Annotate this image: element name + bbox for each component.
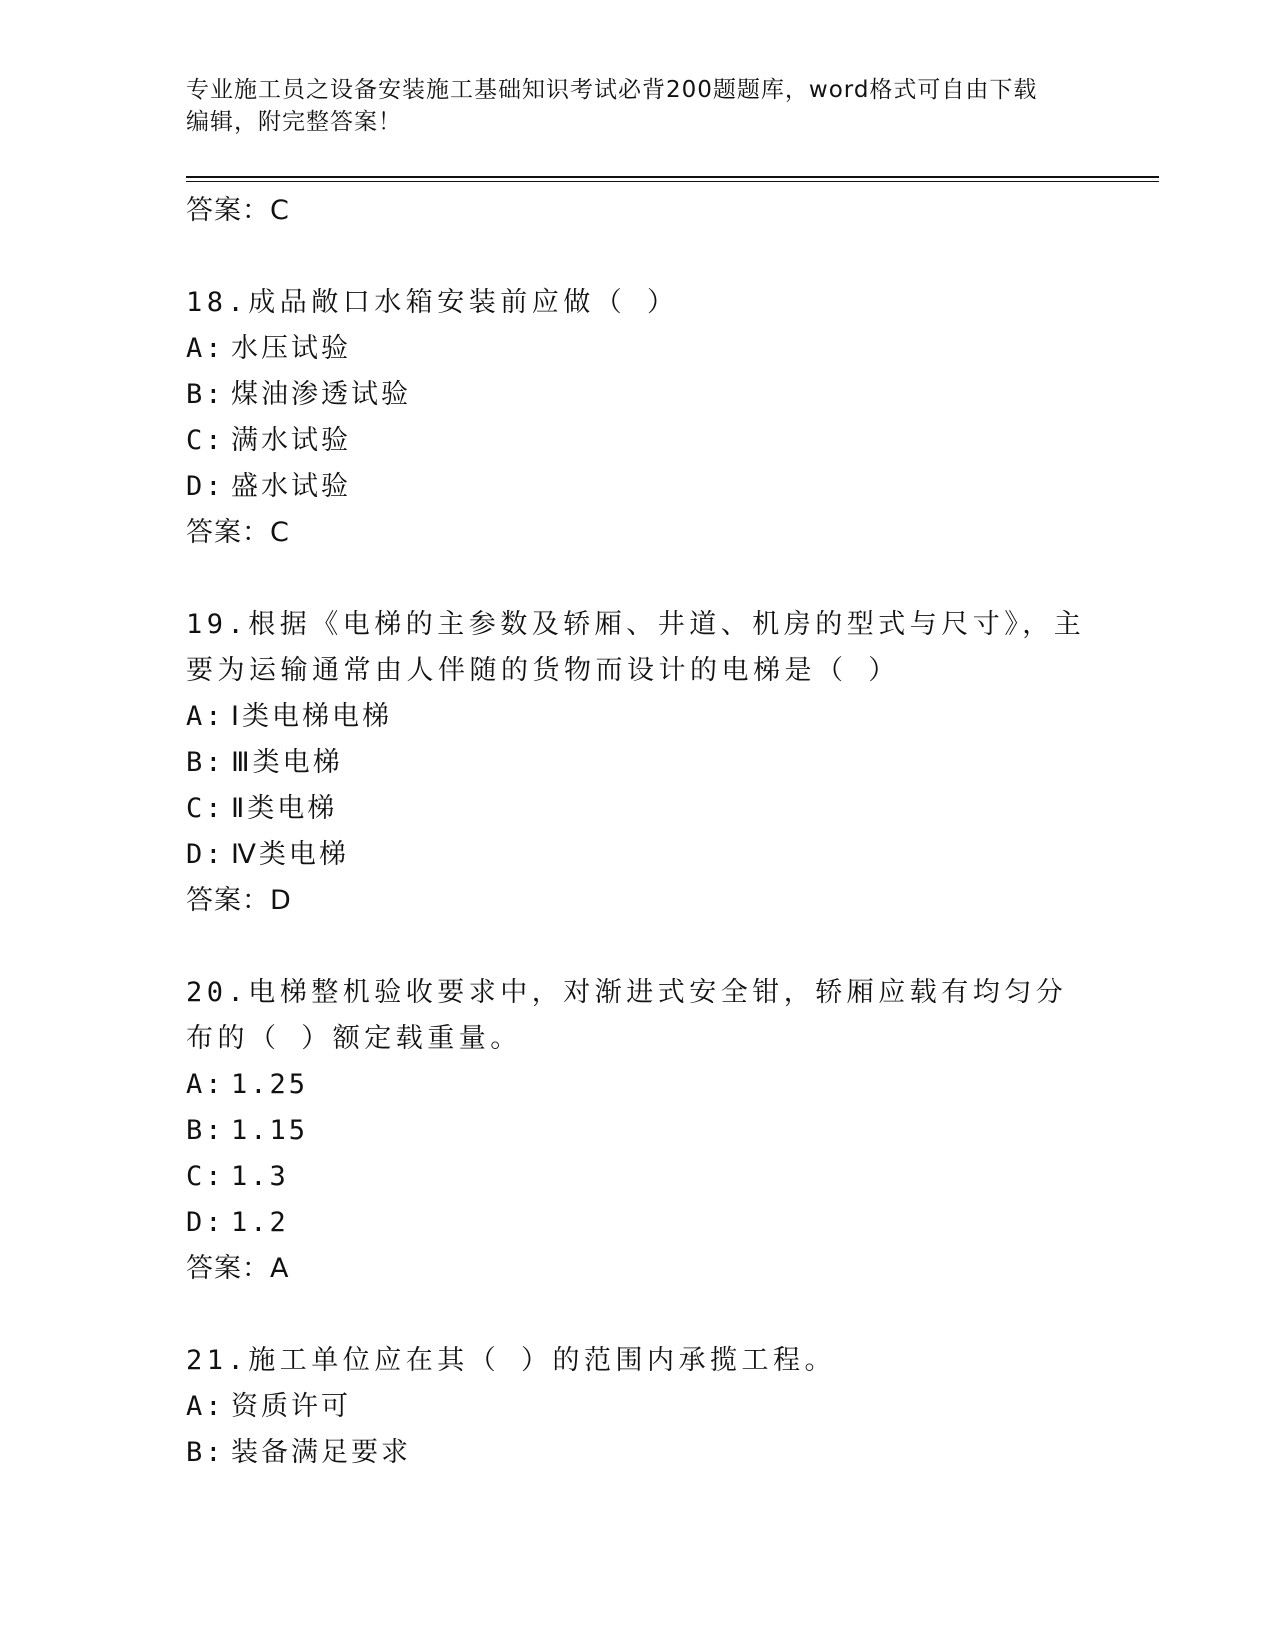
option-letter: A: bbox=[186, 333, 225, 364]
previous-answer: 答案：C bbox=[186, 195, 290, 226]
option-letter: A: bbox=[186, 1391, 225, 1422]
option-d bbox=[186, 464, 1086, 510]
question-answer: 答案：A bbox=[186, 1253, 290, 1284]
option-text: 1.3 bbox=[231, 1161, 289, 1192]
option-text: 满水试验 bbox=[231, 425, 351, 456]
question-stem: 18.成品敞口水箱安装前应做（ ） bbox=[186, 287, 679, 318]
option-letter: C: bbox=[186, 1161, 225, 1192]
question-21 bbox=[186, 1338, 1086, 1476]
header-rule-thin bbox=[186, 181, 1159, 182]
option-a bbox=[186, 326, 1086, 372]
option-letter: B: bbox=[186, 1437, 225, 1468]
option-letter: B: bbox=[186, 747, 225, 778]
option-text: 1.25 bbox=[231, 1069, 309, 1100]
option-a bbox=[186, 1062, 1086, 1108]
option-b bbox=[186, 1108, 1086, 1154]
option-letter: B: bbox=[186, 379, 225, 410]
option-c bbox=[186, 418, 1086, 464]
spacer bbox=[186, 234, 1086, 280]
header-line-1: 专业施工员之设备安装施工基础知识考试必背200题题库，word格式可自由下载 bbox=[186, 77, 1038, 103]
option-text: Ⅳ类电梯 bbox=[231, 839, 349, 870]
option-a bbox=[186, 694, 1086, 740]
option-letter: C: bbox=[186, 793, 225, 824]
option-c bbox=[186, 786, 1086, 832]
header-rule-thick bbox=[186, 176, 1159, 178]
option-letter: D: bbox=[186, 839, 225, 870]
option-text: Ⅰ类电梯电梯 bbox=[231, 701, 392, 732]
question-19 bbox=[186, 602, 1086, 970]
option-text: 资质许可 bbox=[231, 1391, 351, 1422]
option-text: 水压试验 bbox=[231, 333, 351, 364]
document-header bbox=[186, 74, 1086, 138]
option-d bbox=[186, 832, 1086, 878]
option-b bbox=[186, 372, 1086, 418]
option-text: 1.2 bbox=[231, 1207, 289, 1238]
option-text: 盛水试验 bbox=[231, 471, 351, 502]
spacer bbox=[186, 924, 1086, 970]
option-letter: C: bbox=[186, 425, 225, 456]
header-line-2: 编辑，附完整答案！ bbox=[186, 109, 402, 135]
option-b bbox=[186, 740, 1086, 786]
option-letter: A: bbox=[186, 1069, 225, 1100]
spacer bbox=[186, 1292, 1086, 1338]
option-text: 1.15 bbox=[231, 1115, 309, 1146]
option-letter: D: bbox=[186, 1207, 225, 1238]
question-stem: 21.施工单位应在其（ ）的范围内承揽工程。 bbox=[186, 1345, 837, 1376]
option-text: Ⅱ类电梯 bbox=[231, 793, 338, 824]
option-d bbox=[186, 1200, 1086, 1246]
option-text: 装备满足要求 bbox=[231, 1437, 411, 1468]
question-answer: 答案：C bbox=[186, 517, 290, 548]
question-20 bbox=[186, 970, 1086, 1338]
question-stem: 20.电梯整机验收要求中，对渐进式安全钳，轿厢应载有均匀分布的（ ）额定载重量。 bbox=[186, 977, 1068, 1054]
option-letter: D: bbox=[186, 471, 225, 502]
option-letter: A: bbox=[186, 701, 225, 732]
question-answer: 答案：D bbox=[186, 885, 292, 916]
spacer bbox=[186, 556, 1086, 602]
option-c bbox=[186, 1154, 1086, 1200]
question-stem: 19.根据《电梯的主参数及轿厢、井道、机房的型式与尺寸》，主要为运输通常由人伴随的货物而设计的电梯是（ ） bbox=[186, 609, 1086, 686]
option-text: 煤油渗透试验 bbox=[231, 379, 411, 410]
option-b bbox=[186, 1430, 1086, 1476]
option-text: Ⅲ类电梯 bbox=[231, 747, 343, 778]
option-letter: B: bbox=[186, 1115, 225, 1146]
option-a bbox=[186, 1384, 1086, 1430]
question-list bbox=[186, 188, 1086, 1476]
question-18 bbox=[186, 280, 1086, 602]
